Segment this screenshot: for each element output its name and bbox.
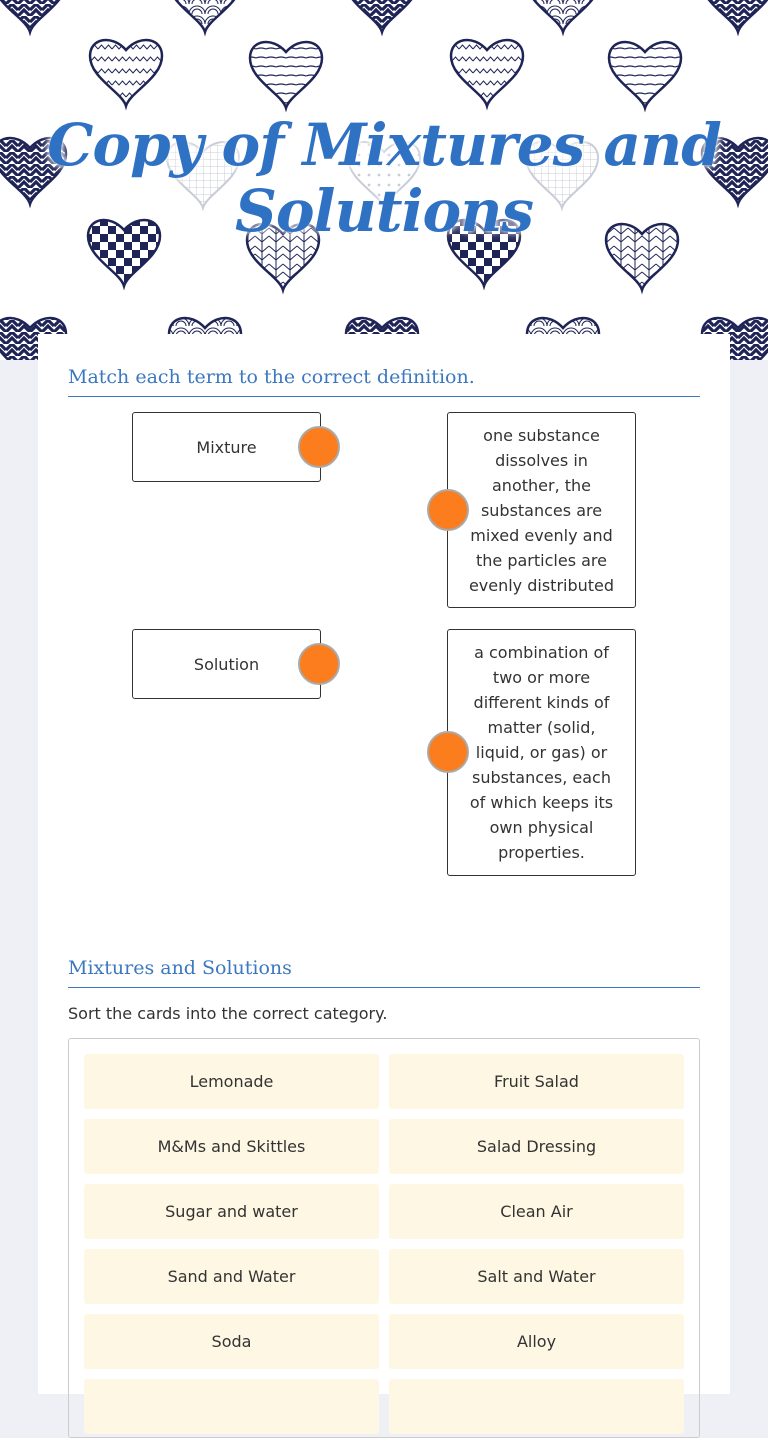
term-mixture[interactable]: Mixture (132, 412, 321, 482)
term-solution[interactable]: Solution (132, 629, 321, 699)
sort-card[interactable]: Soda (84, 1314, 379, 1369)
matching-heading: Match each term to the correct definition. (68, 366, 700, 397)
sort-card[interactable]: Salad Dressing (389, 1119, 684, 1174)
term-solution-connector[interactable] (298, 643, 340, 685)
term-mixture-connector[interactable] (298, 426, 340, 468)
sort-card-placeholder[interactable] (389, 1379, 684, 1434)
definition-2-connector[interactable] (427, 731, 469, 773)
definition-solution-text[interactable]: one substance dissolves in another, the substances are mixed evenly and the particles are evenly distributed (447, 412, 636, 608)
sort-card-placeholder[interactable] (84, 1379, 379, 1434)
sort-card[interactable]: Alloy (389, 1314, 684, 1369)
sort-card-pool (68, 1038, 700, 1438)
sort-card[interactable]: Clean Air (389, 1184, 684, 1239)
sorting-instruction: Sort the cards into the correct category. (68, 1004, 388, 1023)
page-title: Copy of Mixtures and Solutions (47, 111, 721, 245)
sort-card[interactable]: Sand and Water (84, 1249, 379, 1304)
definition-mixture-text[interactable]: a combination of two or more different kinds of matter (solid, liquid, or gas) or substances, each of which keeps its own physical properties. (447, 629, 636, 876)
sort-card[interactable]: Salt and Water (389, 1249, 684, 1304)
sort-card[interactable]: Lemonade (84, 1054, 379, 1109)
definition-1-connector[interactable] (427, 489, 469, 531)
worksheet-card (38, 334, 730, 1394)
sort-card[interactable]: M&Ms and Skittles (84, 1119, 379, 1174)
header-banner (0, 0, 768, 360)
sorting-heading: Mixtures and Solutions (68, 957, 700, 988)
sort-card[interactable]: Fruit Salad (389, 1054, 684, 1109)
sort-card[interactable]: Sugar and water (84, 1184, 379, 1239)
